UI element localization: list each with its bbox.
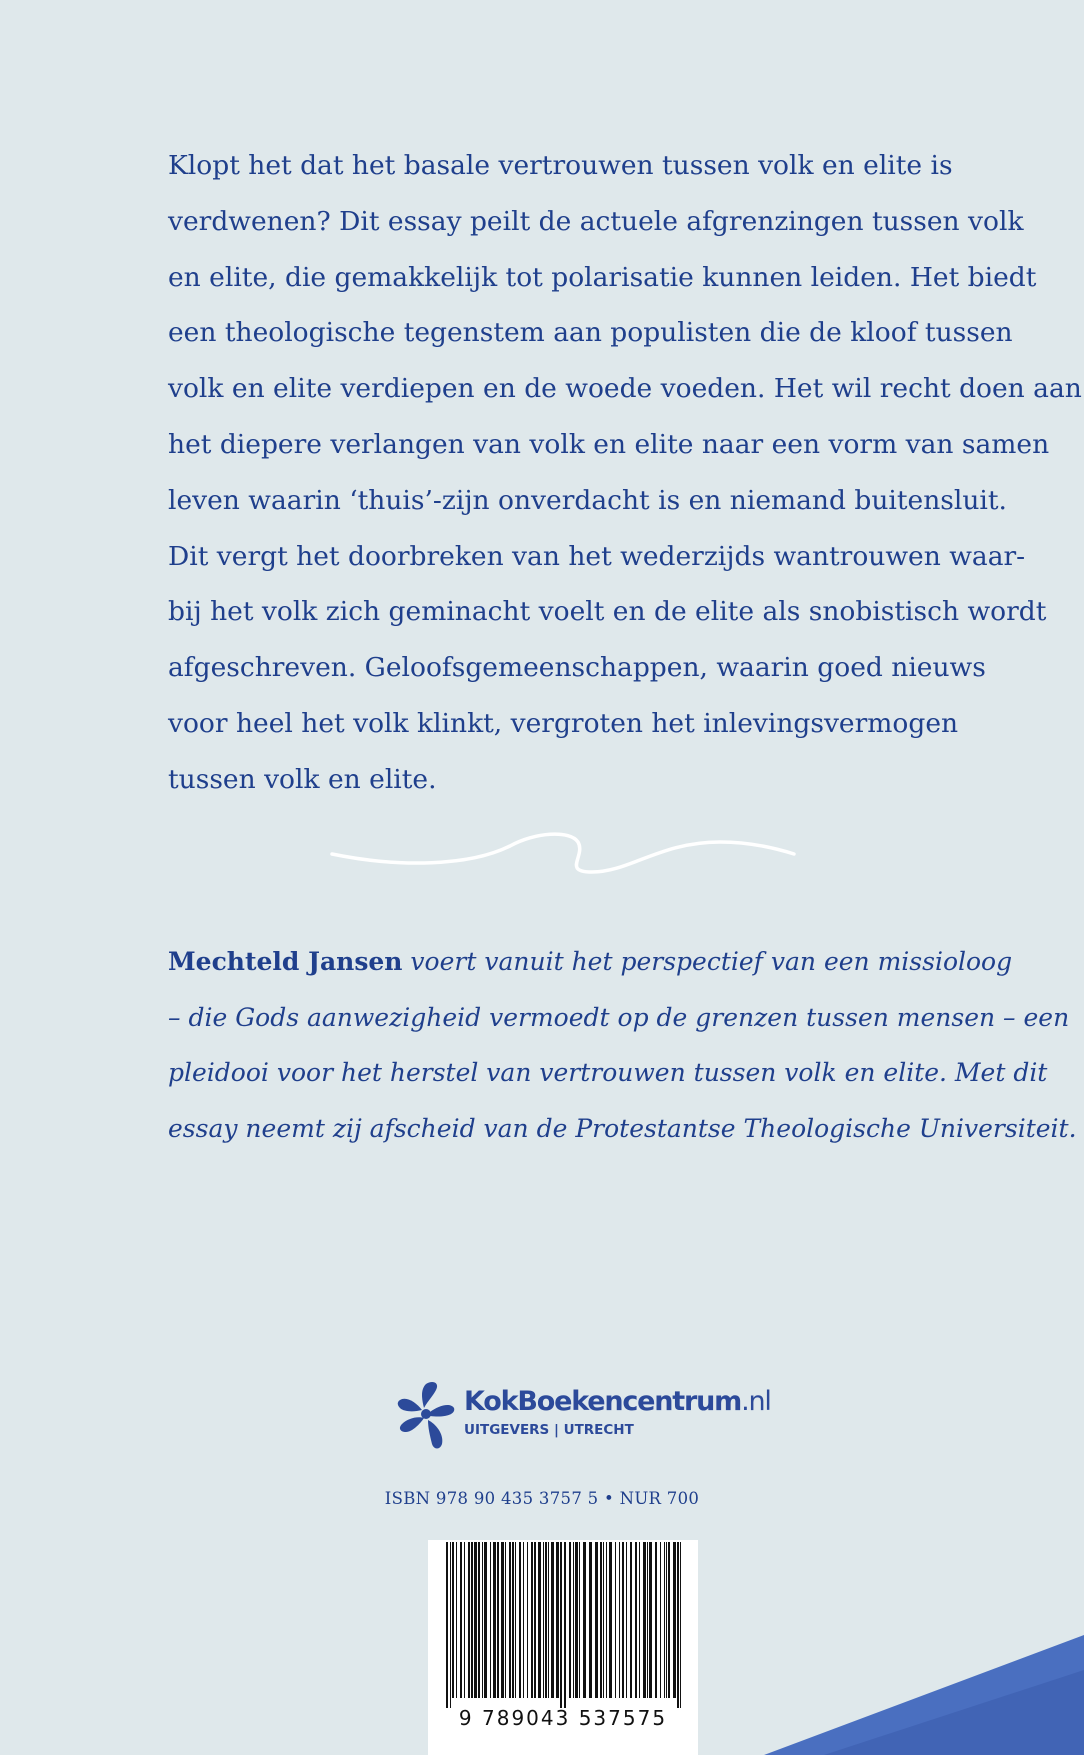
barcode-bar	[647, 1542, 648, 1698]
author-name: Mechteld Jansen	[168, 947, 403, 976]
kokboekencentrum-logo-icon	[396, 1378, 458, 1452]
barcode-bar	[668, 1542, 670, 1698]
barcode-bar	[464, 1542, 465, 1698]
blurb-line: het diepere verlangen van volk en elite naar een vorm van samen	[168, 428, 1050, 460]
blurb-line: verdwenen? Dit essay peilt de actuele afgrenzingen tussen volk	[168, 205, 1024, 237]
barcode-bar	[468, 1542, 470, 1698]
barcode-bar	[531, 1542, 533, 1698]
barcode-bar	[660, 1542, 661, 1698]
barcode-bar	[493, 1542, 496, 1698]
barcode-bar	[551, 1542, 554, 1698]
barcode-bar	[484, 1542, 487, 1698]
barcode-bar	[569, 1542, 571, 1698]
author-bio	[168, 934, 1077, 1156]
barcode-bar	[446, 1542, 448, 1708]
barcode-bar	[560, 1542, 562, 1708]
barcode-bar	[664, 1542, 665, 1698]
barcode-bar	[579, 1542, 580, 1698]
barcode-bar	[509, 1542, 511, 1698]
barcode-bar	[456, 1542, 457, 1698]
barcode-bar	[575, 1542, 578, 1698]
blurb-line: leven waarin ‘thuis’-zijn onverdacht is en niemand buitensluit.	[168, 484, 1007, 516]
blurb-text	[168, 138, 1082, 808]
barcode-bar	[474, 1542, 477, 1698]
barcode-bar	[482, 1542, 483, 1698]
barcode-bar	[515, 1542, 516, 1698]
blurb-line: een theologische tegenstem aan populisten die de kloof tussen	[168, 317, 1013, 349]
barcode-bar	[589, 1542, 592, 1698]
barcode-bar	[501, 1542, 504, 1698]
barcode-bar	[606, 1542, 607, 1698]
blurb-line: bij het volk zich geminacht voelt en de elite als snobistisch wordt	[168, 596, 1047, 628]
barcode-bar	[677, 1542, 679, 1708]
barcode-bar	[452, 1542, 454, 1698]
publisher-subtitle: UITGEVERS | UTRECHT	[464, 1422, 634, 1438]
publisher-name	[464, 1386, 771, 1417]
corner-accent	[764, 1575, 1084, 1755]
barcode-bar	[619, 1542, 620, 1698]
barcode-digits: 9 789043 537575	[458, 1706, 668, 1730]
barcode-bar	[543, 1542, 544, 1698]
barcode-bar	[666, 1542, 667, 1698]
blurb-line: tussen volk en elite.	[168, 763, 437, 795]
barcode-bar	[635, 1542, 637, 1698]
barcode-bar	[478, 1542, 480, 1698]
blurb-line: afgeschreven. Geloofsgemeenschappen, waarin goed nieuws	[168, 652, 986, 684]
barcode-bar	[527, 1542, 528, 1698]
blurb-line: en elite, die gemakkelijk tot polarisatie kunnen leiden. Het biedt	[168, 261, 1037, 293]
barcode-bar	[626, 1542, 627, 1698]
author-bio-text: voert vanuit het perspectief van een missioloog	[402, 947, 1013, 976]
blurb-line: Klopt het dat het basale vertrouwen tussen volk en elite is	[168, 150, 953, 181]
barcode-bar	[471, 1542, 473, 1698]
blurb-line: voor heel het volk klinkt, vergroten het inlevingsvermogen	[168, 707, 959, 739]
barcode-bar	[534, 1542, 536, 1698]
barcode-bar	[615, 1542, 616, 1698]
isbn-text: ISBN 978 90 435 3757 5 • NUR 700	[384, 1489, 700, 1508]
barcode-bar	[519, 1542, 521, 1698]
barcode-bar	[583, 1542, 586, 1698]
barcode	[428, 1540, 698, 1755]
barcode-bar	[622, 1542, 624, 1698]
author-bio-line: essay neemt zij afscheid van de Protestantse Theologische Universiteit.	[168, 1113, 1077, 1143]
blurb-line: volk en elite verdiepen en de woede voeden. Het wil recht doen aan	[168, 373, 1082, 405]
wave-divider	[330, 828, 796, 880]
barcode-bar	[460, 1542, 462, 1698]
barcode-bar	[556, 1542, 559, 1698]
barcode-bar	[564, 1542, 566, 1708]
barcode-bar	[600, 1542, 602, 1698]
barcode-bar	[450, 1542, 451, 1708]
barcode-bar	[497, 1542, 499, 1698]
barcode-bars	[440, 1540, 690, 1708]
barcode-bar	[639, 1542, 640, 1698]
barcode-bar	[643, 1542, 646, 1698]
barcode-bar	[609, 1542, 612, 1698]
publisher-name-tld: .nl	[741, 1386, 771, 1417]
barcode-bar	[595, 1542, 598, 1698]
barcode-bar	[603, 1542, 604, 1698]
barcode-bar	[630, 1542, 632, 1698]
barcode-bar	[490, 1542, 491, 1698]
barcode-bar	[680, 1542, 681, 1708]
barcode-bar	[548, 1542, 549, 1698]
barcode-bar	[505, 1542, 506, 1698]
publisher-logo	[396, 1378, 771, 1458]
barcode-bar	[673, 1542, 676, 1698]
barcode-bar	[512, 1542, 514, 1698]
barcode-bar	[655, 1542, 657, 1698]
barcode-bar	[538, 1542, 541, 1698]
author-bio-line: – die Gods aanwezigheid vermoedt op de grenzen tussen mensen – een	[168, 1002, 1070, 1032]
author-bio-line: pleidooi voor het herstel van vertrouwen tussen volk en elite. Met dit	[168, 1058, 1048, 1087]
barcode-bar	[523, 1542, 524, 1698]
barcode-bar	[545, 1542, 547, 1698]
barcode-bar	[649, 1542, 652, 1698]
blurb-line: Dit vergt het doorbreken van het wederzijds wantrouwen waar-	[168, 540, 1026, 572]
barcode-bar	[573, 1542, 574, 1698]
author-bio-line	[168, 934, 1013, 990]
publisher-name-main: KokBoekencentrum	[464, 1386, 742, 1417]
